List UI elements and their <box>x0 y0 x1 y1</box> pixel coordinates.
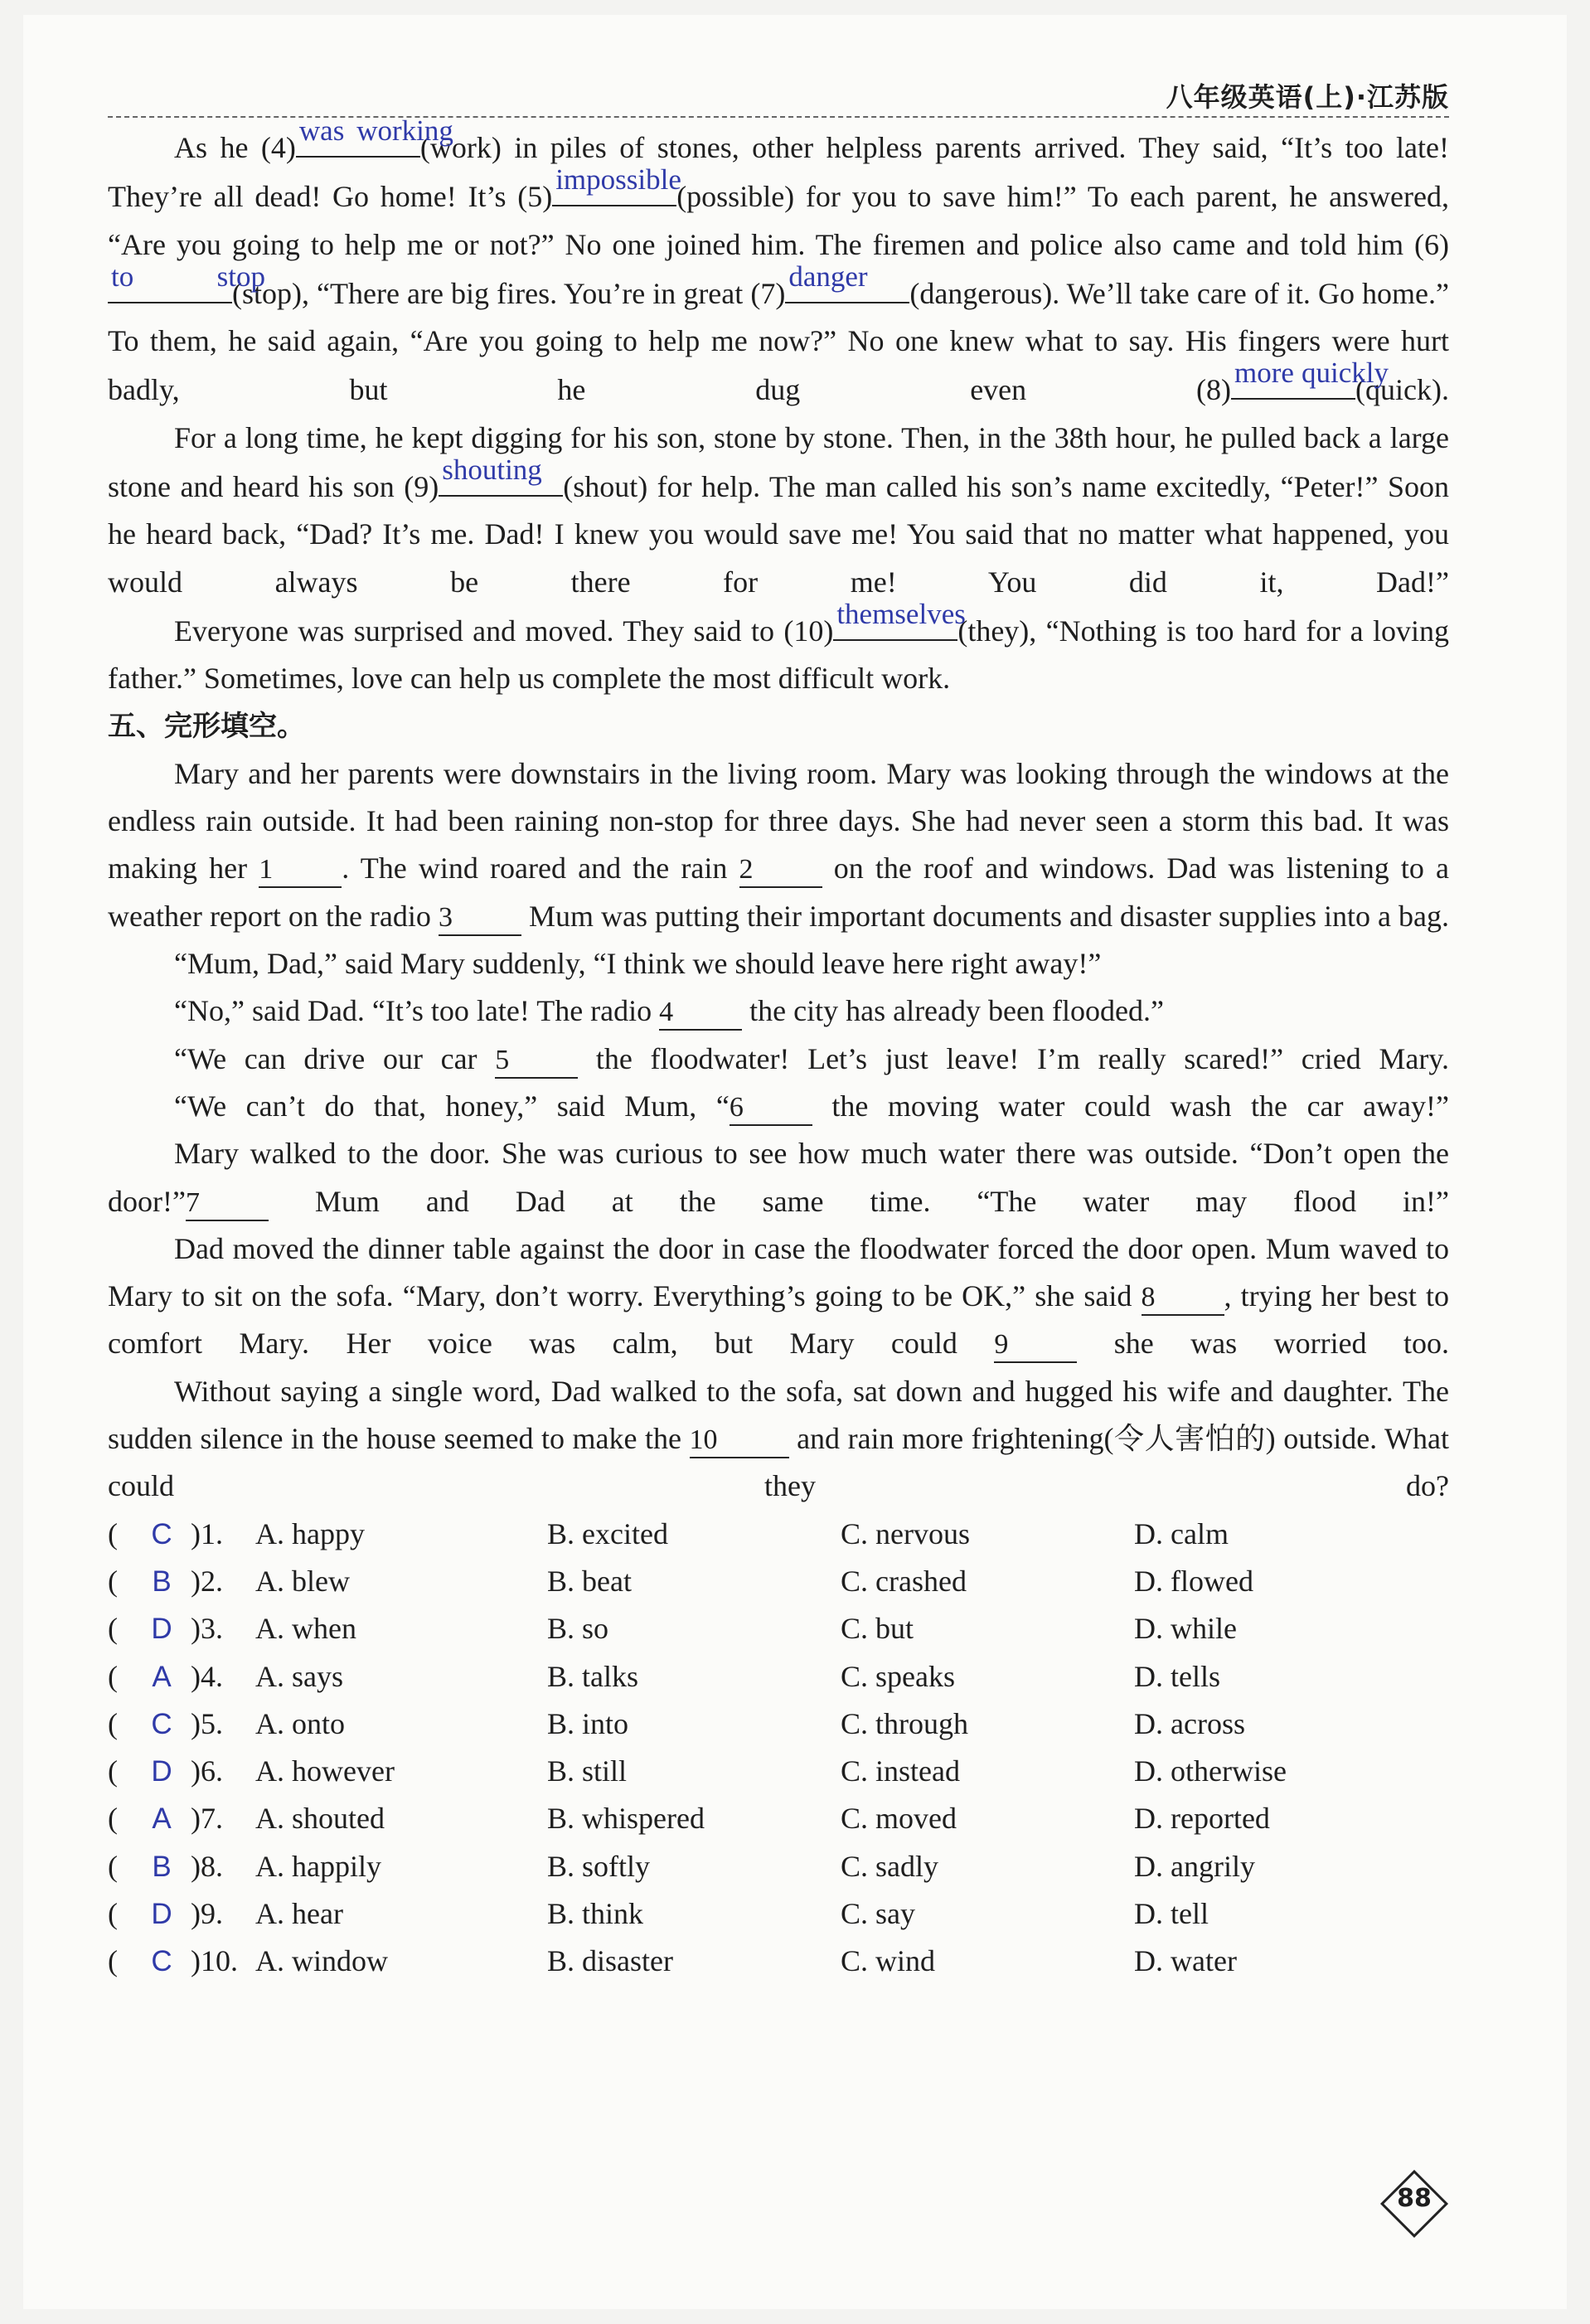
option-c: C. speaks <box>841 1659 955 1693</box>
question-list <box>108 1511 1449 1986</box>
question-row-2: ( B )2. A. blew B. beat C. crashed D. flowed <box>108 1558 1449 1605</box>
page-content <box>108 114 1450 1986</box>
cloze-blank-1: 1 <box>259 853 342 888</box>
option-c: C. wind <box>841 1944 936 1978</box>
option-b: B. beat <box>547 1564 632 1598</box>
cloze-blank-9: 9 <box>994 1328 1077 1363</box>
handwritten-answer-8: more quickly <box>1234 357 1389 390</box>
option-b: B. softly <box>547 1849 651 1883</box>
handwritten-answer-9: shouting <box>442 454 542 487</box>
chosen-answer: B <box>152 1565 172 1598</box>
book-title: 八年级英语(上)·江苏版 <box>1166 81 1449 113</box>
option-c: C. moved <box>841 1802 957 1836</box>
option-a: A. says <box>255 1659 343 1693</box>
question-row-8: ( B )8. A. happily B. softly C. sadly D. angrily <box>108 1843 1449 1890</box>
chosen-answer: C <box>151 1945 172 1978</box>
question-row-3: ( D )3. A. when B. so C. but D. while <box>108 1605 1449 1652</box>
option-d: D. angrily <box>1134 1849 1255 1883</box>
option-d: D. across <box>1134 1706 1245 1740</box>
cloze-blank-2: 2 <box>739 853 822 888</box>
question-row-9: ( D )9. A. hear B. think C. say D. tell <box>108 1890 1449 1938</box>
answer-blank-4 <box>296 114 453 158</box>
option-b: B. disaster <box>547 1944 673 1978</box>
cloze-blank-10: 10 <box>690 1424 789 1458</box>
option-a: A. onto <box>255 1706 345 1740</box>
handwritten-answer-7: danger <box>788 260 868 293</box>
option-d: D. tell <box>1134 1896 1209 1930</box>
option-a: A. when <box>255 1612 356 1646</box>
story-paragraph-2: For a long time, he kept digging for his son, stone by stone. Then, in the 38th hour, he pulled back a large stone and heard his son (9) shouting (shout) for help. The man called his son’s name excitedly, “Peter!” Soon he heard back, “Dad? It’s me. Dad! I knew you would save me! You said that no matter what happened, you would always be there for me! You did it, Dad!” <box>108 420 1449 599</box>
cloze-blank-3: 3 <box>439 901 521 936</box>
option-b: B. whispered <box>547 1802 705 1836</box>
option-b: B. talks <box>547 1659 639 1693</box>
option-d: D. reported <box>1134 1802 1270 1836</box>
answer-blank-8 <box>1231 357 1389 400</box>
chosen-answer: D <box>151 1613 172 1646</box>
option-b: B. excited <box>547 1516 668 1550</box>
cloze-paragraph-1: Mary and her parents were downstairs in the living room. Mary was looking through the windows at the endless rain outside. It had been raining non-stop for three days. She had never seen a storm this bad. It was making her 1 . The wind roared and the rain 2 on the roof and windows. Dad was listening to a weather report on the radio 3 Mum was putting their important documents and disaster supplies into a bag. <box>108 750 1449 940</box>
cloze-paragraph-7: Dad moved the dinner table against the door in case the floodwater forced the door open. Mum waved to Mary to sit on the sofa. “Mary, don’t worry. Everything’s going to be OK,” she said 8 , trying her best to comfort Mary. Her voice was calm, but Mary could 9 she was worried too. <box>108 1225 1449 1368</box>
story-paragraph-3: Everyone was surprised and moved. They said to (10) themselves (they), “Nothing is too hard for a loving father.” Sometimes, love can help us complete the most difficult work. <box>108 597 1449 696</box>
option-c: C. crashed <box>841 1564 967 1598</box>
option-a: A. shouted <box>255 1802 385 1836</box>
option-d: D. while <box>1134 1612 1237 1646</box>
option-c: C. through <box>841 1706 969 1740</box>
answer-blank-6 <box>108 260 265 303</box>
option-b: B. think <box>547 1896 644 1930</box>
question-row-1: ( C )1. A. happy B. excited C. nervous D. calm <box>108 1511 1449 1558</box>
section-title-cloze: 五、完形填空。 <box>108 709 305 743</box>
option-a: A. window <box>255 1944 388 1978</box>
cloze-paragraph-6: Mary walked to the door. She was curious to see how much water there was outside. “Don’t open the door!”7 Mum and Dad at the same time. “The water may flood in!” <box>108 1130 1449 1225</box>
handwritten-answer-4: was working <box>298 114 453 147</box>
chosen-answer: D <box>151 1755 172 1788</box>
option-d: D. otherwise <box>1134 1754 1287 1788</box>
question-row-5: ( C )5. A. onto B. into C. through D. across <box>108 1701 1449 1748</box>
handwritten-answer-5: impossible <box>555 163 681 196</box>
option-a: A. happily <box>255 1849 381 1883</box>
cloze-blank-7: 7 <box>186 1186 269 1221</box>
cloze-paragraph-2: “Mum, Dad,” said Mary suddenly, “I think we should leave here right away!” <box>174 947 1102 981</box>
chosen-answer: B <box>152 1850 172 1883</box>
option-d: D. water <box>1134 1944 1237 1978</box>
option-b: B. so <box>547 1612 609 1646</box>
answer-blank-5 <box>552 163 681 206</box>
story-paragraph-1: As he (4) was working (work) in piles of stones, other helpless parents arrived. They said, “It’s too late! They’re all dead! Go home! It’s (5) impossible (possible) for you to save him!” To each parent, he answered, “Are you going to help me or not?” No one joined him. The firemen and police also came and told him (6) to stop (stop), “There are big fires. You’re in great (7) danger (dangerous). We’ll take care of it. Go home.” To them, he said again, “Are you going to help me now?” No one knew what to say. His fingers were hurt badly, but he dug even (8) more quickly (quick). <box>108 114 1450 407</box>
cloze-paragraph-8: Without saying a single word, Dad walked to the sofa, sat down and hugged his wife and daughter. The sudden silence in the house seemed to make the 10 and rain more frightening(令人害怕的) outside. What could they do? <box>108 1374 1450 1503</box>
cloze-blank-6: 6 <box>730 1091 812 1126</box>
chosen-answer: C <box>151 1517 172 1550</box>
cloze-blank-5: 5 <box>495 1044 578 1079</box>
chosen-answer: C <box>151 1707 172 1740</box>
option-d: D. flowed <box>1134 1564 1253 1598</box>
question-row-4: ( A )4. A. says B. talks C. speaks D. tells <box>108 1653 1449 1701</box>
option-c: C. say <box>841 1896 915 1930</box>
page-number: 88 <box>1397 2184 1432 2213</box>
option-a: A. hear <box>255 1896 343 1930</box>
chosen-answer: A <box>152 1802 172 1836</box>
cloze-paragraph-3: “No,” said Dad. “It’s too late! The radio 4 the city has already been flooded.” <box>108 987 1449 1035</box>
question-row-7: ( A )7. A. shouted B. whispered C. moved D. reported <box>108 1795 1449 1842</box>
answer-blank-9 <box>439 454 563 497</box>
question-row-10: ( C )10. A. window B. disaster C. wind D. water <box>108 1938 1449 1985</box>
handwritten-answer-6: to stop <box>111 260 265 293</box>
option-b: B. still <box>547 1754 628 1788</box>
option-a: A. blew <box>255 1564 350 1598</box>
chosen-answer: A <box>152 1660 172 1693</box>
option-c: C. nervous <box>841 1516 970 1550</box>
question-row-6: ( D )6. A. however B. still C. instead D. otherwise <box>108 1748 1449 1795</box>
option-c: C. instead <box>841 1754 960 1788</box>
option-a: A. however <box>255 1754 395 1788</box>
chosen-answer: D <box>151 1897 172 1930</box>
cloze-paragraph-4: “We can drive our car 5 the floodwater! Let’s just leave! I’m really scared!” cried Mary. <box>108 1036 1449 1083</box>
option-a: A. happy <box>255 1516 365 1550</box>
handwritten-answer-10: themselves <box>836 597 966 630</box>
option-d: D. calm <box>1134 1516 1229 1550</box>
answer-blank-10 <box>833 597 966 641</box>
option-b: B. into <box>547 1706 629 1740</box>
cloze-paragraph-5: “We can’t do that, honey,” said Mum, “6 the moving water could wash the car away!” <box>108 1083 1449 1130</box>
option-d: D. tells <box>1134 1659 1220 1693</box>
option-c: C. sadly <box>841 1849 939 1883</box>
cloze-blank-8: 8 <box>1142 1281 1224 1316</box>
answer-blank-7 <box>785 260 909 303</box>
cloze-blank-4: 4 <box>659 996 742 1031</box>
option-c: C. but <box>841 1612 914 1646</box>
page-header <box>108 76 1449 118</box>
